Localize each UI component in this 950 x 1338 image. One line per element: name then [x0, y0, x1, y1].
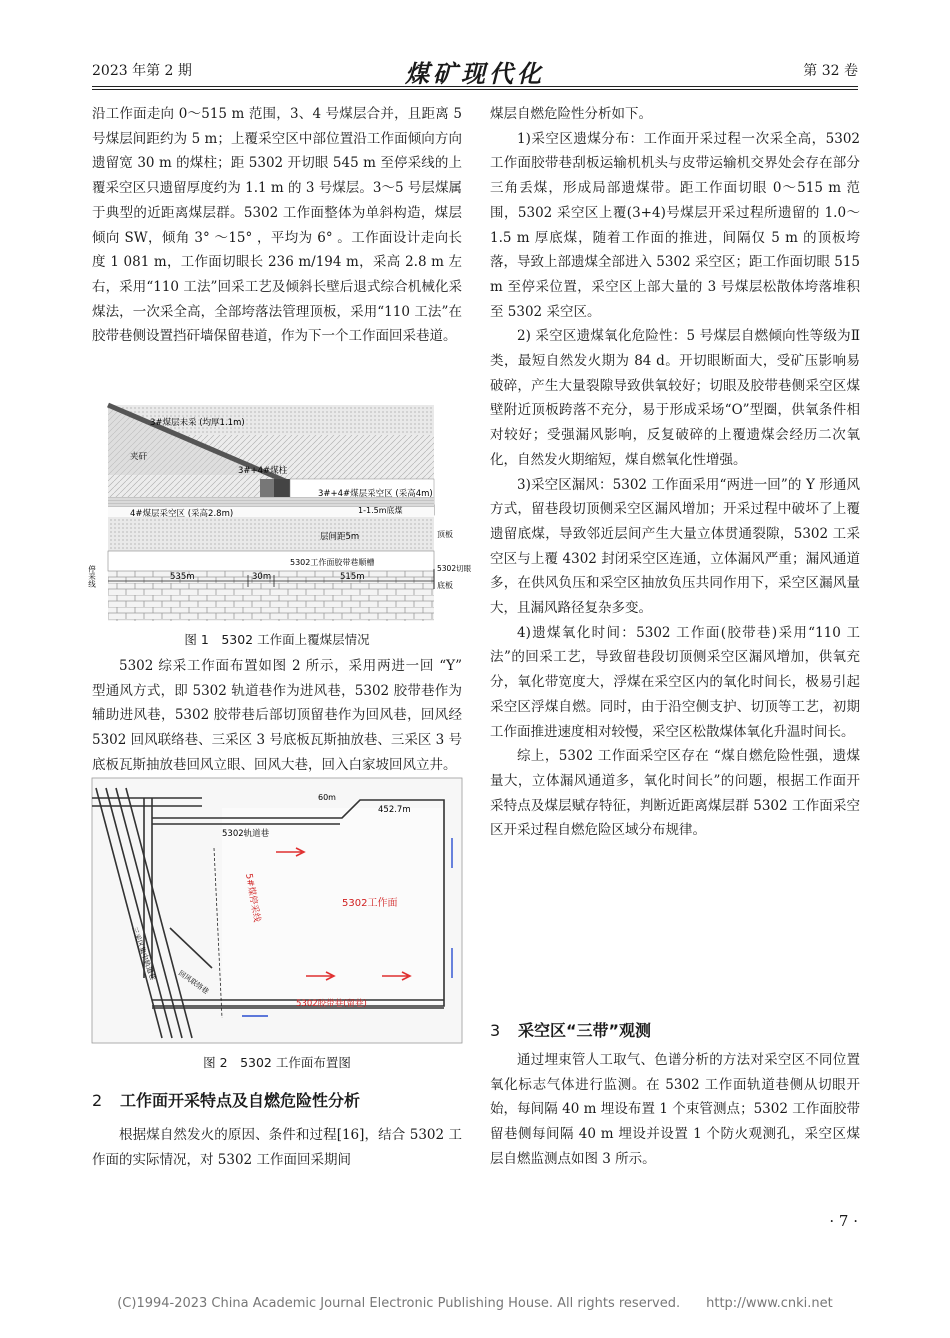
fig1-label-roadway: 5302工作面胶带巷顺槽	[290, 558, 375, 567]
header-issue: 2023 年第 2 期	[92, 63, 192, 79]
right-column-bottom	[490, 1048, 860, 1172]
header-volume: 第 32 卷	[803, 63, 858, 79]
section-title: 采空区“三带”观测	[518, 1021, 652, 1040]
fig1-label-cut: 5302切眼	[437, 564, 472, 573]
fig1-label-goaf34: 3#+4#煤层采空区 (采高4m)	[318, 489, 433, 499]
fig2-label-4527: 452.7m	[378, 805, 411, 815]
paragraph: 综上，5302 工作面采空区存在 “煤自燃危险性强，遗煤量大，立体漏风通道多，氧化时间长”的问题，根据工作面开采特点及煤层赋存特征，判断近距离煤层群 5302 工作面采空区开采过程自燃危险区域分布规律。	[490, 748, 860, 839]
journal-title: 煤矿现代化	[405, 59, 545, 88]
page-number: · 7 ·	[829, 1212, 858, 1230]
fig1-interlayer	[108, 517, 434, 551]
paragraph: 1)采空区遗煤分布：工作面开采过程一次采全高，5302 工作面胶带巷刮板运输机机头与皮带运输机交界处会存在部分三角丢煤，形成局部遗煤带。距工作面切眼 0～515 m 范围，5302 采空区上覆(3+4)号煤层开采过程所遗留的 1.0～1.5 m 厚底煤，随着工作面的推进，间隔仅 5 m 的顶板垮落，导致上部遗煤全部进入 5302 采空区；距工作面切眼 515 m 至停采位置，采空区上部大量的 3 号煤层松散体垮落堆积至 5302 采空区。	[490, 130, 860, 320]
fig1-dim-515: 515m	[340, 572, 365, 582]
fig2-label-stopline: 5#煤停采线	[243, 872, 262, 924]
fig2-label-side2: 回风联络巷	[176, 969, 211, 996]
figure-2-caption: 图 2 5302 工作面布置图	[203, 1055, 351, 1070]
fig1-label-interlayer: 层间距5m	[320, 532, 360, 542]
right-column-top	[490, 102, 860, 843]
fig2-label-60: 60m	[318, 793, 336, 802]
fig2-label-rail: 5302轨道巷	[222, 829, 270, 839]
figure-1-overlying-seams	[87, 403, 472, 623]
section-title: 工作面开采特点及自燃危险性分析	[120, 1091, 361, 1110]
paragraph: 通过埋束管人工取气、色谱分析的方法对采空区不同位置氧化标志气体进行监测。在 5302 工作面轨道巷侧从切眼开始，每间隔 40 m 埋设布置 1 个束管测点；5302 工作面胶带留巷侧每间隔 40 m 埋设并设置 1 个防火观测孔，采空区煤层自燃监测点如图 3 所示。	[490, 1052, 860, 1167]
fig1-label-roof: 顶板	[437, 530, 453, 539]
paragraph: 2) 采空区遗煤氧化危险性：5 号煤层自燃倾向性等级为Ⅱ类，最短自然发火期为 84 d。开切眼断面大，受矿压影响易破碎，产生大量裂隙导致供氧较好；切眼及胶带巷侧采空区煤壁附近顶板跨落不充分，易于形成采场“O”型圈，供氧条件相对较好；受强漏风影响，反复破碎的上覆遗煤会经历二次氧化，自然发火期缩短，煤自燃氧化性增强。	[490, 328, 860, 468]
fig1-label-goaf4: 4#煤层采空区 (采高2.8m)	[130, 509, 234, 519]
figure-2-face-layout	[92, 778, 462, 1043]
fig1-pillar-block	[260, 479, 274, 497]
copyright-footer: (C)1994-2023 China Academic Journal Electronic Publishing House. All rights reserved. http://www.cnki.net	[117, 1296, 833, 1311]
left-column-middle	[92, 654, 462, 778]
fig1-label-unmined: 3#煤层未采 (均厚1.1m)	[150, 418, 245, 428]
fig1-label-jiagan: 夹矸	[130, 452, 148, 462]
paragraph: 煤层自燃危险性分析如下。	[490, 106, 652, 122]
left-column-top	[92, 102, 462, 349]
fig2-label-belt: 5302胶带巷(留巷)	[296, 999, 367, 1009]
fig1-dim-30: 30m	[252, 572, 272, 582]
paragraph: 3)采空区漏风：5302 工作面采用“两进一回”的 Y 形通风方式，留巷段切顶侧采空区漏风增加；开采过程中破坏了上覆遗留底煤，导致邻近层间产生大量立体贯通裂隙，5302 工采空区与上覆 4302 封闭采空区连通，立体漏风严重；漏风通道多，在供风负压和采空区抽放负压共同作用下，采空区漏风量大，且漏风路径复杂多变。	[490, 476, 860, 617]
fig1-label-pillar: 3#+4#煤柱	[238, 466, 288, 476]
fig1-label-bottom: 1-1.5m底煤	[358, 506, 403, 515]
fig1-label-floor: 底板	[437, 581, 453, 590]
figure-1-caption: 图 1 5302 工作面上覆煤层情况	[184, 632, 370, 647]
fig1-roadway	[108, 551, 434, 571]
paragraph: 4)遗煤氧化时间：5302 工作面(胶带巷)采用“110 工法”的回采工艺，导致留巷段切顶侧采空区漏风增加，供氧充分，氧化带宽度大，浮煤在采空区内的氧化时间长，极易引起采空区浮煤自燃。同时，由于沿空侧支护、切顶等工艺，初期工作面推进速度相对较慢，采空区松散煤体氧化升温时间长。	[490, 624, 860, 740]
fig2-label-face: 5302工作面	[342, 898, 398, 909]
header-rule	[92, 86, 858, 87]
fig1-label-stop: 停采线	[87, 565, 97, 588]
paragraph: 沿工作面走向 0～515 m 范围，3、4 号煤层合并，且距离 5 号煤层间距约为 5 m；上覆采空区中部位置沿工作面倾向方向遗留宽 30 m 的煤柱；距 5302 开切眼 545 m 至停采线的上覆采空区只遗留厚度约为 1.1 m 的 3 号煤层。3～5 号层煤属于典型的近距离煤层群。5302 工作面整体为单斜构造，煤层倾向 SW，倾角 3° ～15° ，平均为 6° 。工作面设计走向长度 1 081 m，工作面切眼长 236 m/194 m，采高 2.8 m 左右，采用“110 工法”回采工艺及倾斜长壁后退式综合机械化采煤法，一次采全高，全部垮落法管理顶板，采用“110 工法”在胶带巷侧设置挡矸墙保留巷道，作为下一个工作面回采巷道。	[92, 106, 462, 345]
paragraph: 5302 综采工作面布置如图 2 所示，采用两进一回 “Y” 型通风方式，即 5302 轨道巷作为进风巷，5302 胶带巷作为辅助进风巷，5302 胶带巷后部切顶留巷作为回风巷，回风经 5302 回风联络巷、三采区 3 号底板瓦斯抽放巷、三采区 3 号底板瓦斯抽放巷回风立眼、回风大巷，回入白家坡回风立井。	[92, 658, 462, 773]
section-2-heading	[92, 1088, 360, 1111]
section-number: 3	[490, 1021, 501, 1040]
fig1-dim-535: 535m	[170, 572, 195, 582]
left-column-bottom	[92, 1123, 462, 1172]
section-3-heading	[490, 1018, 651, 1041]
section-number: 2	[92, 1091, 103, 1110]
header-rule-thin	[92, 89, 858, 90]
paragraph: 根据煤自然发火的原因、条件和过程[16]，结合 5302 工作面的实际情况，对 5302 工作面回采期间	[92, 1127, 462, 1168]
fig2-label-side1: 三采区集中轨道巷	[130, 925, 157, 982]
